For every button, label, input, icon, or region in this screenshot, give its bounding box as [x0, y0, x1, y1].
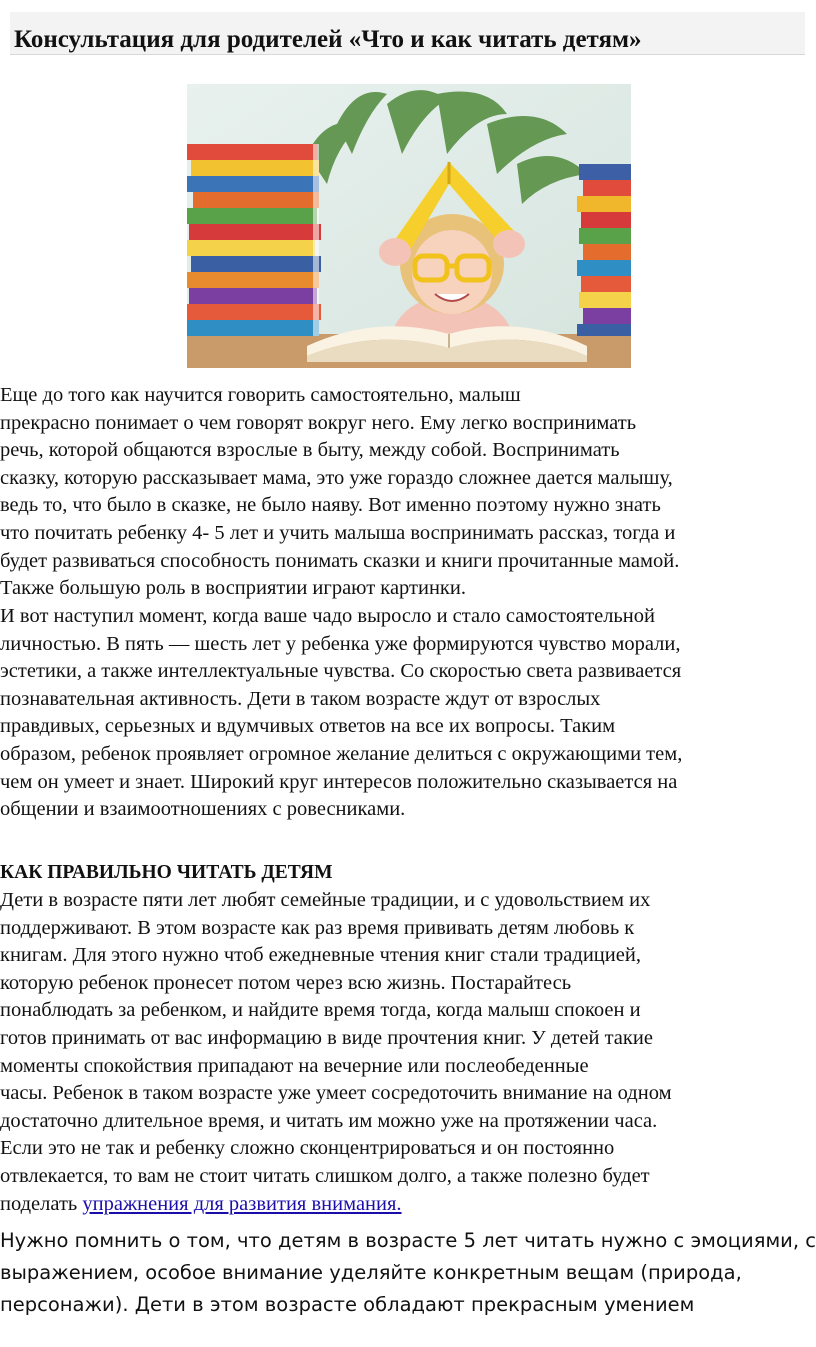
title-bar [10, 12, 805, 55]
paragraph-1 [0, 382, 816, 603]
paragraph-3-line: которую ребенок пронесет потом через всю жизнь. Постарайтесь [0, 971, 572, 994]
paragraph-1-line: сказку, которую рассказывает мама, это уже гораздо сложнее дается малышу, [0, 466, 673, 489]
paragraph-1-line: ведь то, что было в сказке, не было наяву. Вот именно поэтому нужно знать [0, 494, 661, 517]
paragraph-3-line: отвлекается, то вам не стоит читать слишком долго, а также полезно будет [0, 1164, 650, 1187]
paragraph-2-line: эстетики, а также интеллектуальные чувства. Со скоростью света развивается [0, 660, 682, 683]
child-reading-photo [187, 84, 631, 368]
paragraph-1-line: прекрасно понимает о чем говорят вокруг него. Ему легко воспринимать [0, 411, 637, 434]
paragraph-2-line: И вот наступил момент, когда ваше чадо выросло и стало самостоятельной [0, 605, 655, 627]
paragraph-3-line: достаточно длительное время, и читать им можно уже на протяжении часа. [0, 1109, 658, 1132]
paragraph-3-line: Дети в возрасте пяти лет любят семейные традиции, и с удовольствием их [0, 889, 651, 911]
paragraph-4-line: выражением, особое внимание уделяйте конкретным вещам (природа, [0, 1261, 742, 1284]
paragraph-4-line: Нужно помнить о том, что детям в возрасте 5 лет читать нужно с эмоциями, с [0, 1229, 816, 1252]
paragraph-1-line: будет развиваться способность понимать сказки и книги прочитанные мамой. [0, 549, 680, 572]
paragraph-2 [0, 603, 816, 824]
paragraph-2-line: правдивых, серьезных и вдумчивых ответов на все их вопросы. Таким [0, 715, 616, 738]
paragraph-3 [0, 887, 816, 1218]
paragraph-3-line: часы. Ребенок в таком возрасте уже умеет сосредоточить внимание на одном [0, 1082, 672, 1105]
paragraph-4-line: персонажи). Дети в этом возрасте обладают прекрасным умением [0, 1293, 695, 1316]
paragraph-3-line: Если это не так и ребенку сложно сконцентрироваться и он постоянно [0, 1137, 615, 1160]
paragraph-2-line: образом, ребенок проявляет огромное желание делиться с окружающими тем, [0, 742, 683, 765]
section-heading: КАК ПРАВИЛЬНО ЧИТАТЬ ДЕТЯМ [0, 862, 333, 883]
paragraph-3-last-line [0, 1191, 816, 1219]
paragraph-3-line: понаблюдать за ребенком, и найдите время тогда, когда малыш спокоен и [0, 999, 641, 1022]
paragraph-1-line: Еще до того как научится говорить самостоятельно, малыш [0, 384, 521, 406]
paragraph-3-line: поддерживают. В этом возрасте как раз время прививать детям любовь к [0, 916, 635, 939]
paragraph-2-line: познавательная активность. Дети в таком возрасте ждут от взрослых [0, 687, 601, 710]
page-title: Консультация для родителей «Что и как читать детям» [14, 26, 642, 53]
attention-exercises-link[interactable]: упражнения для развития внимания. [82, 1192, 402, 1215]
paragraph-4 [0, 1225, 816, 1321]
paragraph-2-line: чем он умеет и знает. Широкий круг интересов положительно сказывается на [0, 770, 678, 793]
paragraph-1-line: речь, которой общаются взрослые в быту, между собой. Воспринимать [0, 439, 620, 462]
paragraph-2-line: личностью. В пять — шесть лет у ребенка уже формируются чувство морали, [0, 632, 681, 655]
paragraph-2-line: общении и взаимоотношениях с ровесниками. [0, 798, 406, 821]
paragraph-3-last-prefix: поделать [0, 1192, 83, 1215]
paragraph-1-line: Также большую роль в восприятии играют картинки. [0, 577, 466, 600]
paragraph-3-line: книгам. Для этого нужно чтоб ежедневные чтения книг стали традицией, [0, 944, 641, 967]
paragraph-1-line: что почитать ребенку 4- 5 лет и учить малыша воспринимать рассказ, тогда и [0, 521, 676, 544]
paragraph-3-line: моменты спокойствия припадают на вечерние или послеобеденные [0, 1054, 589, 1077]
paragraph-3-line: готов принимать от вас информацию в виде прочтения книг. У детей такие [0, 1026, 653, 1049]
section-heading-wrap [0, 859, 816, 887]
